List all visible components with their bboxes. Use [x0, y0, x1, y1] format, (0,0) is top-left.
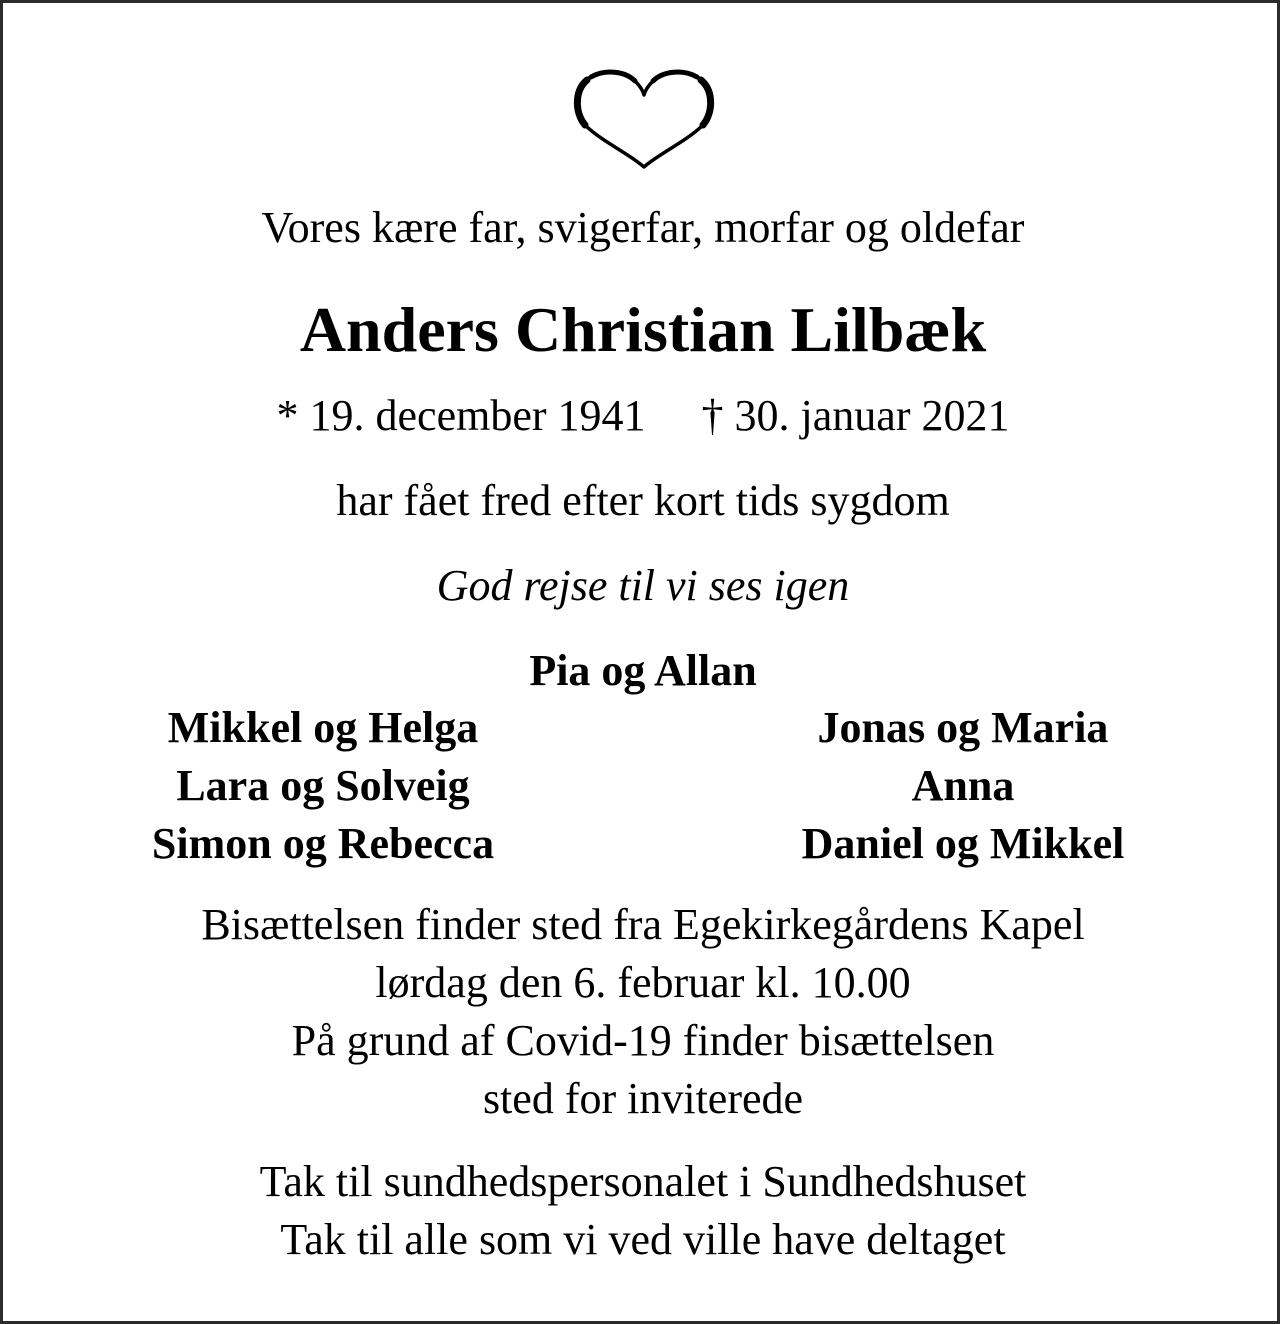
intro-line: Vores kære far, svigerfar, morfar og oldefar: [261, 203, 1025, 252]
deceased-name: Anders Christian Lilbæk: [299, 294, 987, 365]
thanks-line: Tak til alle som vi ved ville have deltaget: [280, 1215, 1006, 1264]
family-member: Simon og Rebecca: [151, 819, 495, 868]
family-member: Lara og Solveig: [176, 761, 470, 810]
family-member: Mikkel og Helga: [167, 703, 479, 752]
family-column-left: [103, 699, 543, 873]
funeral-line: sted for inviterede: [482, 1074, 804, 1123]
funeral-line: På grund af Covid-19 finder bisættelsen: [291, 1016, 995, 1065]
family-member: Anna: [911, 761, 1015, 810]
funeral-info: [3, 896, 1280, 1128]
funeral-line: Bisættelsen finder sted fra Egekirkegårdens Kapel: [201, 900, 1085, 949]
family-member: Jonas og Maria: [817, 703, 1109, 752]
family-head: Pia og Allan: [529, 646, 757, 695]
family-member: Daniel og Mikkel: [801, 819, 1125, 868]
thanks-line: Tak til sundhedspersonalet i Sundhedshuset: [259, 1157, 1027, 1206]
family-column-right: [743, 699, 1183, 873]
farewell-line: God rejse til vi ses igen: [436, 561, 850, 610]
peace-line: har fået fred efter kort tids sygdom: [336, 476, 950, 525]
thanks-section: [3, 1153, 1280, 1269]
heart-outline-icon: [571, 67, 717, 173]
funeral-line: lørdag den 6. februar kl. 10.00: [375, 958, 911, 1007]
life-dates: [3, 386, 1280, 446]
death-date: † 30. januar 2021: [701, 391, 1010, 440]
birth-date: * 19. december 1941: [276, 391, 646, 440]
